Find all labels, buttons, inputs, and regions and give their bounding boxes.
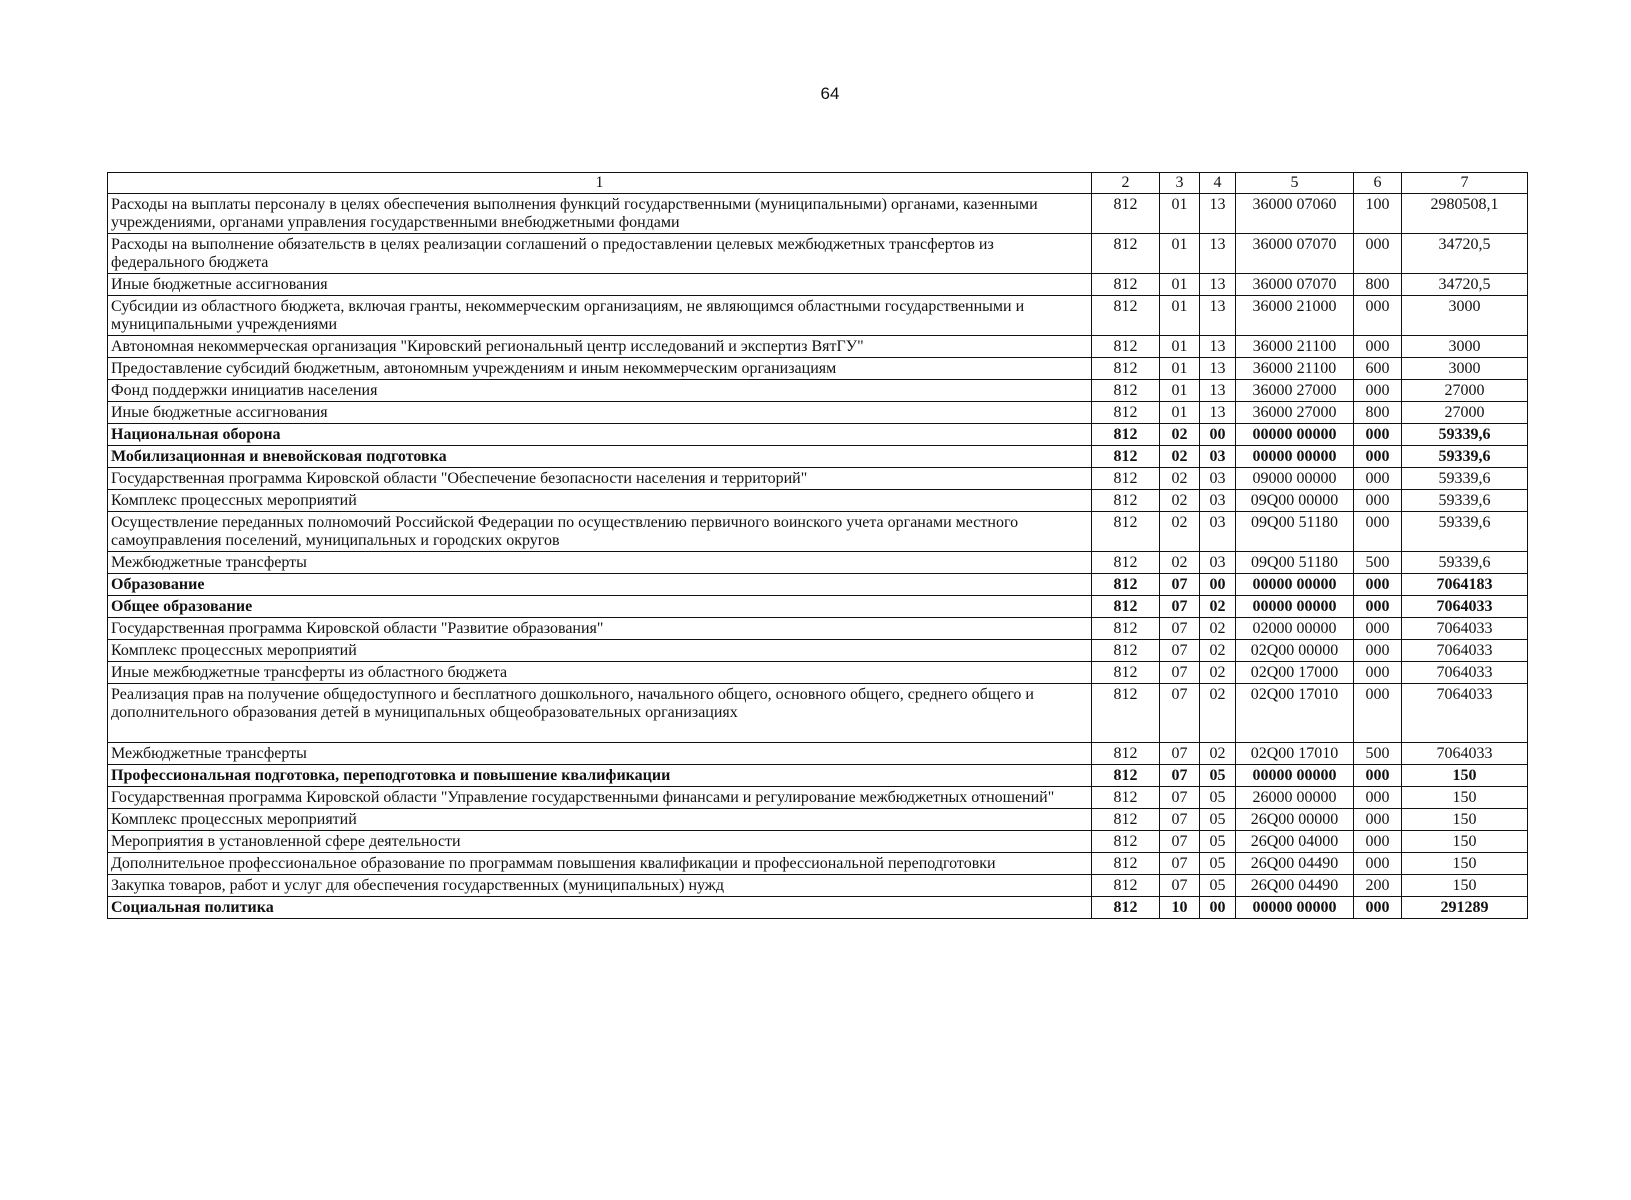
row-gr-cell: 812 (1092, 358, 1160, 380)
row-vr-cell: 000 (1354, 897, 1402, 919)
row-vr-cell: 000 (1354, 380, 1402, 402)
row-name-cell: Профессиональная подготовка, переподготовка и повышение квалификации (108, 765, 1092, 787)
row-gr-cell: 812 (1092, 274, 1160, 296)
row-vr-cell: 000 (1354, 831, 1402, 853)
row-csr-cell: 36000 07070 (1236, 234, 1354, 274)
row-pr-cell: 13 (1200, 274, 1236, 296)
row-gr-cell: 812 (1092, 296, 1160, 336)
table-row (108, 787, 1528, 809)
table-row (108, 596, 1528, 618)
row-pr-cell: 13 (1200, 194, 1236, 234)
row-rz-cell: 07 (1160, 831, 1200, 853)
row-rz-cell: 07 (1160, 765, 1200, 787)
row-name-cell: Иные межбюджетные трансферты из областного бюджета (108, 662, 1092, 684)
row-pr-cell: 13 (1200, 336, 1236, 358)
row-sum-cell: 59339,6 (1402, 446, 1528, 468)
row-rz-cell: 01 (1160, 358, 1200, 380)
row-rz-cell: 07 (1160, 787, 1200, 809)
row-rz-cell: 01 (1160, 402, 1200, 424)
row-sum-cell: 34720,5 (1402, 234, 1528, 274)
row-csr-cell: 02Q00 17010 (1236, 684, 1354, 743)
row-csr-cell: 36000 07060 (1236, 194, 1354, 234)
row-gr-cell: 812 (1092, 490, 1160, 512)
row-vr-cell: 000 (1354, 296, 1402, 336)
budget-table (107, 172, 1528, 919)
row-rz-cell: 01 (1160, 234, 1200, 274)
row-pr-cell: 05 (1200, 875, 1236, 897)
row-sum-cell: 7064033 (1402, 596, 1528, 618)
row-name-cell: Автономная некоммерческая организация "Кировский региональный центр исследований и экспертиз ВятГУ" (108, 336, 1092, 358)
row-csr-cell: 36000 27000 (1236, 402, 1354, 424)
row-sum-cell: 7064033 (1402, 684, 1528, 743)
row-rz-cell: 07 (1160, 853, 1200, 875)
row-pr-cell: 05 (1200, 765, 1236, 787)
row-rz-cell: 07 (1160, 684, 1200, 743)
table-row (108, 765, 1528, 787)
row-csr-cell: 09Q00 00000 (1236, 490, 1354, 512)
row-gr-cell: 812 (1092, 194, 1160, 234)
row-rz-cell: 02 (1160, 490, 1200, 512)
table-row (108, 512, 1528, 552)
table-row (108, 743, 1528, 765)
row-vr-cell: 000 (1354, 424, 1402, 446)
row-rz-cell: 07 (1160, 618, 1200, 640)
row-csr-cell: 36000 27000 (1236, 380, 1354, 402)
row-vr-cell: 600 (1354, 358, 1402, 380)
row-csr-cell: 26Q00 04000 (1236, 831, 1354, 853)
row-rz-cell: 02 (1160, 424, 1200, 446)
row-pr-cell: 00 (1200, 897, 1236, 919)
row-rz-cell: 01 (1160, 296, 1200, 336)
row-vr-cell: 000 (1354, 618, 1402, 640)
row-sum-cell: 7064033 (1402, 640, 1528, 662)
row-name-cell: Комплекс процессных мероприятий (108, 490, 1092, 512)
column-header: 2 (1092, 173, 1160, 194)
row-gr-cell: 812 (1092, 468, 1160, 490)
row-gr-cell: 812 (1092, 875, 1160, 897)
table-row (108, 380, 1528, 402)
row-gr-cell: 812 (1092, 380, 1160, 402)
row-sum-cell: 7064183 (1402, 574, 1528, 596)
row-sum-cell: 59339,6 (1402, 490, 1528, 512)
row-csr-cell: 00000 00000 (1236, 574, 1354, 596)
column-header: 1 (108, 173, 1092, 194)
row-sum-cell: 291289 (1402, 897, 1528, 919)
row-name-cell: Национальная оборона (108, 424, 1092, 446)
row-gr-cell: 812 (1092, 446, 1160, 468)
table-header-row (108, 173, 1528, 194)
row-sum-cell: 3000 (1402, 296, 1528, 336)
row-pr-cell: 00 (1200, 424, 1236, 446)
row-rz-cell: 01 (1160, 336, 1200, 358)
row-vr-cell: 000 (1354, 853, 1402, 875)
row-gr-cell: 812 (1092, 640, 1160, 662)
row-pr-cell: 03 (1200, 468, 1236, 490)
row-vr-cell: 000 (1354, 787, 1402, 809)
row-gr-cell: 812 (1092, 809, 1160, 831)
row-sum-cell: 150 (1402, 787, 1528, 809)
row-gr-cell: 812 (1092, 574, 1160, 596)
table-row (108, 194, 1528, 234)
row-name-cell: Реализация прав на получение общедоступного и бесплатного дошкольного, начального общего, основного общего, среднего общего и дополнительного образования детей в муниципальных общеобразовательных организациях (108, 684, 1092, 743)
column-header: 5 (1236, 173, 1354, 194)
row-pr-cell: 02 (1200, 662, 1236, 684)
row-csr-cell: 09Q00 51180 (1236, 512, 1354, 552)
column-header: 3 (1160, 173, 1200, 194)
row-gr-cell: 812 (1092, 424, 1160, 446)
column-header: 7 (1402, 173, 1528, 194)
row-name-cell: Закупка товаров, работ и услуг для обеспечения государственных (муниципальных) нужд (108, 875, 1092, 897)
row-rz-cell: 02 (1160, 552, 1200, 574)
row-pr-cell: 05 (1200, 853, 1236, 875)
row-sum-cell: 59339,6 (1402, 424, 1528, 446)
row-vr-cell: 000 (1354, 574, 1402, 596)
row-rz-cell: 01 (1160, 194, 1200, 234)
row-rz-cell: 01 (1160, 274, 1200, 296)
row-csr-cell: 09Q00 51180 (1236, 552, 1354, 574)
row-pr-cell: 13 (1200, 296, 1236, 336)
row-sum-cell: 34720,5 (1402, 274, 1528, 296)
row-rz-cell: 07 (1160, 640, 1200, 662)
row-sum-cell: 150 (1402, 875, 1528, 897)
row-csr-cell: 02Q00 17010 (1236, 743, 1354, 765)
row-csr-cell: 09000 00000 (1236, 468, 1354, 490)
row-gr-cell: 812 (1092, 831, 1160, 853)
row-pr-cell: 13 (1200, 234, 1236, 274)
row-pr-cell: 02 (1200, 640, 1236, 662)
row-name-cell: Социальная политика (108, 897, 1092, 919)
row-csr-cell: 36000 21100 (1236, 358, 1354, 380)
table-row (108, 358, 1528, 380)
row-sum-cell: 27000 (1402, 380, 1528, 402)
table-row (108, 490, 1528, 512)
row-pr-cell: 02 (1200, 596, 1236, 618)
row-pr-cell: 05 (1200, 787, 1236, 809)
row-vr-cell: 000 (1354, 640, 1402, 662)
row-csr-cell: 36000 21000 (1236, 296, 1354, 336)
table-row (108, 897, 1528, 919)
row-vr-cell: 000 (1354, 596, 1402, 618)
row-gr-cell: 812 (1092, 743, 1160, 765)
column-header: 6 (1354, 173, 1402, 194)
row-pr-cell: 02 (1200, 743, 1236, 765)
row-sum-cell: 2980508,1 (1402, 194, 1528, 234)
row-name-cell: Иные бюджетные ассигнования (108, 274, 1092, 296)
row-vr-cell: 000 (1354, 765, 1402, 787)
table-row (108, 552, 1528, 574)
row-csr-cell: 00000 00000 (1236, 765, 1354, 787)
row-name-cell: Комплекс процессных мероприятий (108, 640, 1092, 662)
row-csr-cell: 26Q00 04490 (1236, 875, 1354, 897)
row-vr-cell: 000 (1354, 446, 1402, 468)
row-csr-cell: 00000 00000 (1236, 897, 1354, 919)
table-row (108, 640, 1528, 662)
row-csr-cell: 36000 07070 (1236, 274, 1354, 296)
row-name-cell: Расходы на выплаты персоналу в целях обеспечения выполнения функций государственными (муниципальными) органами, казенными учреждениями, органами управления государственными внебюджетными фондами (108, 194, 1092, 234)
row-name-cell: Фонд поддержки инициатив населения (108, 380, 1092, 402)
row-gr-cell: 812 (1092, 662, 1160, 684)
table-body (108, 173, 1528, 919)
row-vr-cell: 500 (1354, 743, 1402, 765)
row-rz-cell: 07 (1160, 743, 1200, 765)
row-name-cell: Иные бюджетные ассигнования (108, 402, 1092, 424)
row-name-cell: Комплекс процессных мероприятий (108, 809, 1092, 831)
row-name-cell: Расходы на выполнение обязательств в целях реализации соглашений о предоставлении целевых межбюджетных трансфертов из федерального бюджета (108, 234, 1092, 274)
table-row (108, 875, 1528, 897)
row-gr-cell: 812 (1092, 684, 1160, 743)
row-sum-cell: 27000 (1402, 402, 1528, 424)
row-name-cell: Межбюджетные трансферты (108, 552, 1092, 574)
row-rz-cell: 07 (1160, 662, 1200, 684)
row-vr-cell: 000 (1354, 512, 1402, 552)
row-name-cell: Государственная программа Кировской области "Обеспечение безопасности населения и территорий" (108, 468, 1092, 490)
row-rz-cell: 02 (1160, 512, 1200, 552)
table-row (108, 618, 1528, 640)
row-rz-cell: 01 (1160, 380, 1200, 402)
row-vr-cell: 000 (1354, 336, 1402, 358)
row-sum-cell: 7064033 (1402, 618, 1528, 640)
row-name-cell: Межбюджетные трансферты (108, 743, 1092, 765)
row-name-cell: Мобилизационная и вневойсковая подготовка (108, 446, 1092, 468)
table-row (108, 831, 1528, 853)
row-pr-cell: 13 (1200, 402, 1236, 424)
row-pr-cell: 02 (1200, 618, 1236, 640)
row-vr-cell: 100 (1354, 194, 1402, 234)
row-gr-cell: 812 (1092, 853, 1160, 875)
table-row (108, 402, 1528, 424)
row-gr-cell: 812 (1092, 596, 1160, 618)
row-csr-cell: 02000 00000 (1236, 618, 1354, 640)
table-row (108, 684, 1528, 743)
row-pr-cell: 03 (1200, 446, 1236, 468)
row-rz-cell: 07 (1160, 809, 1200, 831)
row-name-cell: Мероприятия в установленной сфере деятельности (108, 831, 1092, 853)
row-pr-cell: 02 (1200, 684, 1236, 743)
row-name-cell: Государственная программа Кировской области "Развитие образования" (108, 618, 1092, 640)
row-csr-cell: 00000 00000 (1236, 596, 1354, 618)
row-gr-cell: 812 (1092, 512, 1160, 552)
table-row (108, 234, 1528, 274)
row-gr-cell: 812 (1092, 552, 1160, 574)
row-rz-cell: 02 (1160, 446, 1200, 468)
row-gr-cell: 812 (1092, 897, 1160, 919)
row-pr-cell: 00 (1200, 574, 1236, 596)
row-pr-cell: 13 (1200, 380, 1236, 402)
row-gr-cell: 812 (1092, 336, 1160, 358)
row-pr-cell: 03 (1200, 552, 1236, 574)
table-row (108, 274, 1528, 296)
column-header: 4 (1200, 173, 1236, 194)
row-vr-cell: 800 (1354, 274, 1402, 296)
table-row (108, 336, 1528, 358)
table-row (108, 662, 1528, 684)
row-sum-cell: 3000 (1402, 358, 1528, 380)
row-csr-cell: 00000 00000 (1236, 446, 1354, 468)
row-pr-cell: 05 (1200, 831, 1236, 853)
row-sum-cell: 7064033 (1402, 662, 1528, 684)
row-vr-cell: 000 (1354, 684, 1402, 743)
row-sum-cell: 150 (1402, 809, 1528, 831)
row-pr-cell: 03 (1200, 490, 1236, 512)
row-csr-cell: 36000 21100 (1236, 336, 1354, 358)
row-vr-cell: 000 (1354, 468, 1402, 490)
row-pr-cell: 13 (1200, 358, 1236, 380)
row-rz-cell: 07 (1160, 574, 1200, 596)
row-csr-cell: 00000 00000 (1236, 424, 1354, 446)
row-name-cell: Предоставление субсидий бюджетным, автономным учреждениям и иным некоммерческим организациям (108, 358, 1092, 380)
row-vr-cell: 500 (1354, 552, 1402, 574)
page-number: 64 (820, 84, 840, 103)
table-row (108, 574, 1528, 596)
row-sum-cell: 150 (1402, 765, 1528, 787)
row-csr-cell: 02Q00 17000 (1236, 662, 1354, 684)
row-vr-cell: 000 (1354, 234, 1402, 274)
table-row (108, 809, 1528, 831)
row-sum-cell: 3000 (1402, 336, 1528, 358)
row-sum-cell: 59339,6 (1402, 552, 1528, 574)
row-name-cell: Осуществление переданных полномочий Российской Федерации по осуществлению первичного воинского учета органами местного самоуправления поселений, муниципальных и городских округов (108, 512, 1092, 552)
row-pr-cell: 05 (1200, 809, 1236, 831)
row-name-cell: Общее образование (108, 596, 1092, 618)
row-gr-cell: 812 (1092, 787, 1160, 809)
row-gr-cell: 812 (1092, 618, 1160, 640)
row-sum-cell: 59339,6 (1402, 468, 1528, 490)
row-rz-cell: 07 (1160, 596, 1200, 618)
row-csr-cell: 26Q00 04490 (1236, 853, 1354, 875)
row-sum-cell: 150 (1402, 831, 1528, 853)
row-rz-cell: 07 (1160, 875, 1200, 897)
row-vr-cell: 800 (1354, 402, 1402, 424)
row-csr-cell: 26Q00 00000 (1236, 809, 1354, 831)
row-gr-cell: 812 (1092, 402, 1160, 424)
row-name-cell: Государственная программа Кировской области "Управление государственными финансами и регулирование межбюджетных отношений" (108, 787, 1092, 809)
row-name-cell: Дополнительное профессиональное образование по программам повышения квалификации и профессиональной переподготовки (108, 853, 1092, 875)
row-name-cell: Образование (108, 574, 1092, 596)
row-gr-cell: 812 (1092, 234, 1160, 274)
row-vr-cell: 000 (1354, 662, 1402, 684)
row-vr-cell: 200 (1354, 875, 1402, 897)
row-name-cell: Субсидии из областного бюджета, включая гранты, некоммерческим организациям, не являющимся областными государственными и муниципальными учреждениями (108, 296, 1092, 336)
row-csr-cell: 02Q00 00000 (1236, 640, 1354, 662)
row-rz-cell: 02 (1160, 468, 1200, 490)
row-pr-cell: 03 (1200, 512, 1236, 552)
row-vr-cell: 000 (1354, 490, 1402, 512)
row-rz-cell: 10 (1160, 897, 1200, 919)
row-sum-cell: 150 (1402, 853, 1528, 875)
table-row (108, 446, 1528, 468)
row-vr-cell: 000 (1354, 809, 1402, 831)
table-row (108, 296, 1528, 336)
row-csr-cell: 26000 00000 (1236, 787, 1354, 809)
row-sum-cell: 7064033 (1402, 743, 1528, 765)
row-gr-cell: 812 (1092, 765, 1160, 787)
table-row (108, 468, 1528, 490)
row-sum-cell: 59339,6 (1402, 512, 1528, 552)
table-row (108, 424, 1528, 446)
table-row (108, 853, 1528, 875)
